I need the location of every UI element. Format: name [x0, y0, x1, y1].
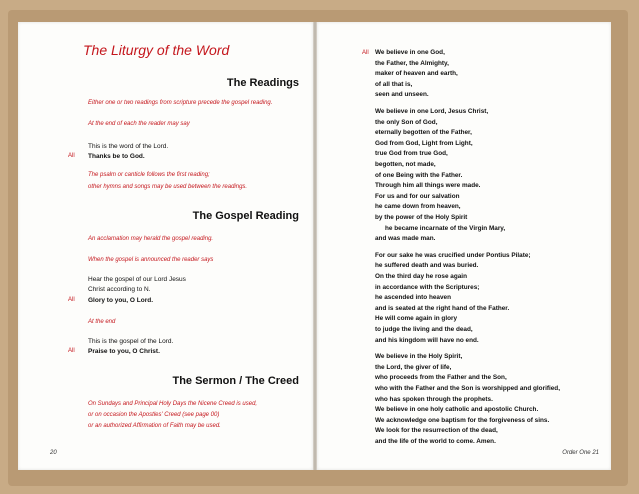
all-label: All — [68, 153, 75, 159]
creed-line: by the power of the Holy Spirit — [375, 214, 468, 221]
reader-line: This is the word of the Lord. — [88, 143, 169, 150]
creed-line: of one Being with the Father. — [375, 171, 463, 179]
creed-line: begotten, not made, — [375, 161, 436, 168]
response-praise: Praise to you, O Christ. — [88, 348, 160, 355]
creed-line: in accordance with the Scriptures; — [375, 283, 480, 291]
creed-line: he became incarnate of the Virgin Mary, — [385, 224, 506, 232]
response-thanks: Thanks be to God. — [88, 153, 145, 160]
creed-line: We believe in one holy catholic and apostolic Church. — [375, 406, 539, 414]
creed-line: who with the Father and the Son is worshipped and glorified, — [375, 385, 560, 392]
creed-line: On the third day he rose again — [375, 273, 467, 280]
creed-line: seen and unseen. — [375, 91, 429, 99]
creed-line: eternally begotten of the Father, — [375, 129, 472, 137]
creed-line: the Father, the Almighty, — [375, 59, 449, 67]
page-number-left: 20 — [50, 450, 57, 456]
creed-line: true God from true God, — [375, 150, 448, 158]
creed-line: who has spoken through the prophets. — [375, 395, 493, 403]
creed-line: maker of heaven and earth, — [375, 70, 458, 78]
creed-line: the only Son of God, — [375, 118, 438, 126]
creed-line: he suffered death and was buried. — [375, 262, 479, 270]
page-footer — [562, 450, 599, 456]
sermon-rubric-3: or an authorized Affirmation of Faith may be used. — [88, 423, 221, 429]
creed-line: and the life of the world to come. Amen. — [375, 438, 496, 445]
readings-rubric-2: At the end of each the reader may say — [88, 121, 190, 127]
psalm-rubric-1: The psalm or canticle follows the first reading; — [88, 172, 210, 178]
creed-line: He will come again in glory — [375, 315, 458, 323]
left-page — [18, 22, 313, 470]
psalm-rubric-2: other hymns and songs may be used between the readings. — [88, 184, 248, 190]
gospel-heading: The Gospel Reading — [192, 210, 299, 222]
creed-line: who proceeds from the Father and the Son, — [375, 374, 507, 382]
creed-line: For us and for our salvation — [375, 192, 460, 200]
creed-line: We believe in one God, — [375, 49, 445, 56]
creed-line: the Lord, the giver of life, — [375, 363, 452, 371]
sermon-rubric-2: or on occasion the Apostles' Creed (see page 00) — [88, 412, 220, 418]
gospel-line-2: Christ according to N. — [88, 286, 151, 293]
all-label: All — [68, 297, 75, 303]
readings-heading: The Readings — [226, 77, 299, 89]
creed-line: For our sake he was crucified under Pontius Pilate; — [375, 251, 531, 259]
creed-line: and is seated at the right hand of the Father. — [375, 304, 510, 312]
page-number-right: 21 — [592, 450, 599, 456]
creed-line: and was made man. — [375, 235, 436, 243]
sermon-heading: The Sermon / The Creed — [172, 375, 299, 387]
footer-label: Order One — [562, 450, 591, 456]
all-label: All — [362, 50, 369, 56]
right-page — [317, 22, 611, 470]
creed-line: to judge the living and the dead, — [375, 326, 473, 333]
all-label: All — [68, 348, 75, 354]
sermon-rubric-1: On Sundays and Principal Holy Days the Nicene Creed is used, — [88, 401, 258, 407]
creed-line: he came down from heaven, — [375, 203, 461, 211]
creed-line: We look for the resurrection of the dead, — [375, 427, 498, 435]
at-end-rubric: At the end — [88, 319, 116, 325]
creed-line: Through him all things were made. — [375, 182, 481, 190]
page-title: The Liturgy of the Word — [83, 42, 230, 58]
gospel-end-line: This is the gospel of the Lord. — [88, 338, 174, 345]
creed-line: We acknowledge one baptism for the forgiveness of sins. — [375, 416, 550, 424]
creed-line: of all that is, — [375, 80, 413, 88]
gospel-line-1: Hear the gospel of our Lord Jesus — [88, 276, 186, 283]
creed-line: God from God, Light from Light, — [375, 139, 473, 147]
creed-line: We believe in the Holy Spirit, — [375, 353, 463, 361]
creed-line: he ascended into heaven — [375, 294, 452, 302]
creed-line: We believe in one Lord, Jesus Christ, — [375, 108, 489, 115]
gospel-rubric-1: An acclamation may herald the gospel reading. — [88, 236, 214, 242]
creed-line: and his kingdom will have no end. — [375, 336, 479, 344]
readings-rubric-1: Either one or two readings from scripture precede the gospel reading. — [88, 100, 273, 106]
response-glory: Glory to you, O Lord. — [88, 297, 153, 304]
gospel-rubric-2: When the gospel is announced the reader says — [88, 257, 214, 263]
